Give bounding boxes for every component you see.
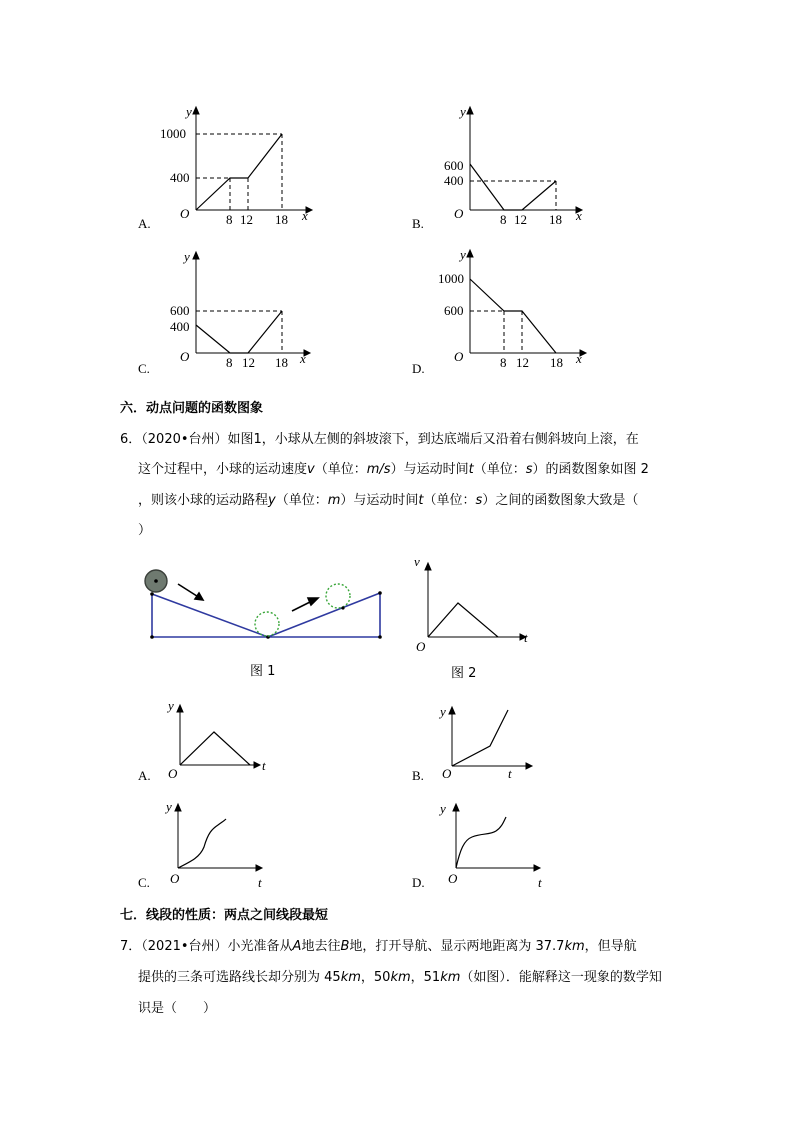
origin-label: O (448, 871, 458, 886)
x-tick: 18 (550, 355, 563, 370)
origin-label: O (180, 206, 190, 221)
x-axis-label: t (258, 875, 262, 890)
x-tick: 8 (500, 355, 507, 370)
section-6-heading: 六．动点问题的函数图象 (120, 401, 264, 416)
graph-b (404, 100, 584, 235)
x-tick: 8 (500, 212, 507, 227)
x-tick: 12 (516, 355, 529, 370)
q6-line-4: ） (138, 523, 152, 538)
x-tick: 12 (240, 212, 253, 227)
arrow-icon (178, 584, 203, 600)
q6-line-2: 这个过程中，小球的运动速度v（单位：m/s）与运动时间t（单位：s）的函数图象如图 2 (138, 462, 649, 477)
q6-line-3: ，则该小球的运动路程y（单位：m）与运动时间t（单位：s）之间的函数图象大致是（ (138, 493, 639, 508)
y-axis-label: y (460, 247, 466, 262)
origin-label: O (416, 639, 426, 654)
y-tick: 400 (170, 319, 190, 334)
origin-label: O (442, 766, 452, 781)
q6-line-1: 6．（2020•台州）如图1，小球从左侧的斜坡滚下，到达底端后又沿着右侧斜坡向上滚，在 (120, 432, 639, 447)
option-label: B. (412, 768, 424, 783)
q6-option-a-graph (134, 698, 284, 783)
graph-a (130, 100, 308, 235)
x-tick: 8 (226, 355, 233, 370)
x-axis-label: t (508, 766, 512, 781)
y-tick: 600 (444, 158, 464, 173)
q7-line-3: 识是（ ） (138, 1001, 217, 1016)
x-tick: 8 (226, 212, 233, 227)
option-label: B. (412, 216, 424, 231)
y-axis-label: y (184, 249, 190, 264)
section-7-heading: 七．线段的性质：两点之间线段最短 (120, 908, 329, 923)
y-tick: 600 (170, 303, 190, 318)
option-label: D. (412, 361, 425, 376)
graph-d (404, 245, 589, 375)
x-axis-label: t (538, 875, 542, 890)
y-tick: 1000 (438, 271, 464, 286)
graph-c (130, 245, 310, 375)
q7-line-1: 7．（2021•台州）小光准备从A地去往B地，打开导航、显示两地距离为 37.7km，但导航 (120, 939, 637, 954)
y-tick: 1000 (160, 126, 186, 141)
y-axis-label: y (168, 698, 174, 713)
q6-option-c-graph (134, 795, 284, 895)
y-tick: 400 (170, 170, 190, 185)
option-label: C. (138, 361, 150, 376)
option-label: D. (412, 875, 425, 890)
origin-label: O (170, 871, 180, 886)
x-tick: 18 (549, 212, 562, 227)
figure-2-caption: 图 2 (451, 666, 477, 681)
option-label: A. (138, 216, 151, 231)
origin-label: O (168, 766, 178, 781)
x-axis-label: t (262, 758, 266, 773)
option-label: C. (138, 875, 150, 890)
x-tick: 12 (242, 355, 255, 370)
q6-option-d-graph (410, 795, 560, 895)
x-tick: 18 (275, 212, 288, 227)
figure-1-caption: 图 1 (250, 664, 276, 679)
figure-2-vt-graph (410, 556, 540, 656)
y-tick: 400 (444, 173, 464, 188)
ball-position-right (326, 584, 350, 608)
t-axis-label: t (524, 630, 528, 645)
y-axis-label: y (186, 104, 192, 119)
x-axis-label: x (302, 208, 308, 223)
x-axis-label: x (300, 351, 306, 366)
q6-option-b-graph (410, 700, 550, 785)
option-label: A. (138, 768, 151, 783)
origin-label: O (180, 349, 190, 364)
origin-label: O (454, 349, 464, 364)
v-axis-label: v (414, 554, 420, 569)
ball-position-bottom (255, 612, 279, 636)
y-axis-label: y (440, 704, 446, 719)
arrow-icon (292, 598, 318, 611)
x-axis-label: x (576, 208, 582, 223)
y-tick: 600 (444, 303, 464, 318)
origin-label: O (454, 206, 464, 221)
q7-line-2: 提供的三条可选路线长却分别为 45km，50km，51km（如图）．能解释这一现象的数学知 (138, 970, 662, 985)
x-axis-label: x (576, 351, 582, 366)
x-tick: 12 (514, 212, 527, 227)
y-axis-label: y (460, 104, 466, 119)
y-axis-label: y (166, 799, 172, 814)
y-axis-label: y (440, 801, 446, 816)
x-tick: 18 (275, 355, 288, 370)
